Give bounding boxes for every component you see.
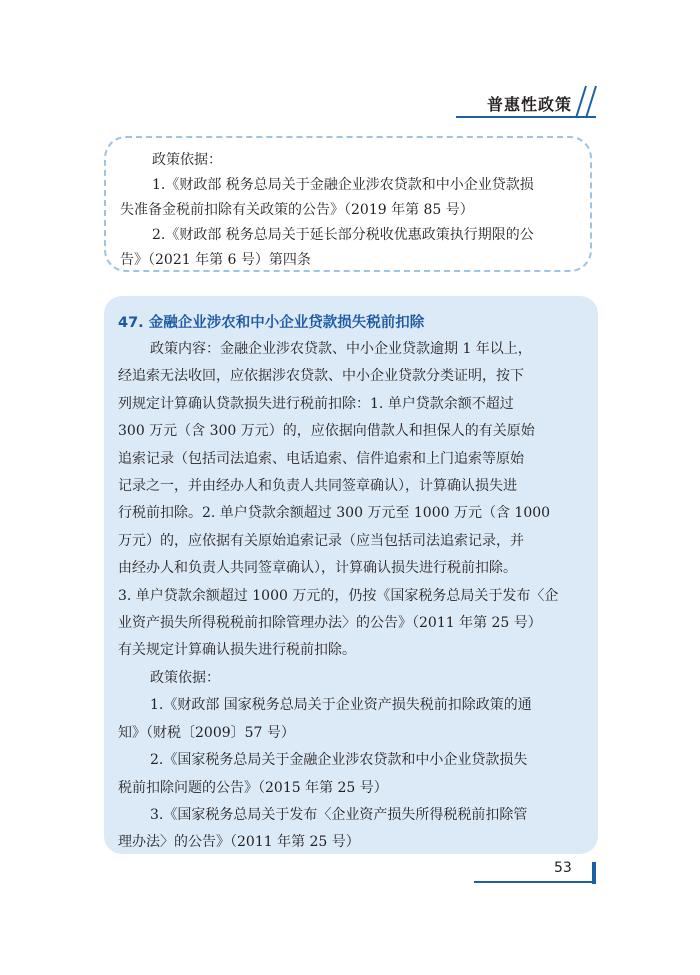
- text-line: 由经办人和负责人共同签章确认），计算确认损失进行税前扣除。: [118, 560, 517, 577]
- text-line: 税前扣除问题的公告》（2015 年第 25 号）: [118, 779, 388, 796]
- footer-bar: [592, 862, 596, 884]
- text-line: 知》（财税〔2009〕57 号）: [118, 724, 295, 741]
- text-line: 经追索无法收回，应依据涉农贷款、中小企业贷款分类证明，按下: [118, 368, 524, 385]
- text-line: 失准备金税前扣除有关政策的公告》（2019 年第 85 号）: [120, 202, 474, 218]
- text-line: 理办法〉的公告》（2011 年第 25 号）: [118, 834, 360, 851]
- page-header: [0, 0, 700, 130]
- text-line: 3.《国家税务总局关于发布〈企业资产损失所得税税前扣除管: [150, 806, 528, 823]
- text-line: 3. 单户贷款余额超过 1000 万元的，仍按《国家税务总局关于发布〈企: [118, 587, 559, 604]
- double-slash-decoration: [572, 84, 602, 120]
- text-line: 业资产损失所得税税前扣除管理办法〉的公告》（2011 年第 25 号）: [118, 615, 542, 632]
- text-line: 万元）的，应依据有关原始追索记录（应当包括司法追索记录，并: [118, 532, 524, 549]
- policy-heading: 47. 金融企业涉农和中小企业贷款损失税前扣除: [118, 315, 425, 331]
- text-line: 有关规定计算确认损失进行税前扣除。: [118, 642, 356, 659]
- text-line: 政策依据：: [152, 152, 222, 168]
- text-line: 追索记录（包括司法追索、电话追索、信件追索和上门追索等原始: [118, 450, 524, 467]
- text-line: 2.《国家税务总局关于金融企业涉农贷款和中小企业贷款损失: [150, 752, 528, 769]
- text-line: 2.《财政部 税务总局关于延长部分税收优惠政策执行期限的公: [152, 227, 534, 243]
- policy-47-box: [104, 296, 598, 854]
- page-number: 53: [554, 860, 572, 876]
- footer-rule: [474, 881, 592, 883]
- text-line: 告》（2021 年第 6 号）第四条: [120, 252, 311, 268]
- section-title: 普惠性政策: [486, 95, 572, 114]
- text-line: 1.《财政部 税务总局关于金融企业涉农贷款和中小企业贷款损: [152, 177, 534, 193]
- header-rule: [456, 116, 596, 118]
- text-line: 行税前扣除。2. 单户贷款余额超过 300 万元至 1000 万元（含 1000: [118, 505, 551, 522]
- text-line: 300 万元（含 300 万元）的，应依据向借款人和担保人的有关原始: [118, 423, 535, 440]
- text-line: 1.《财政部 国家税务总局关于企业资产损失税前扣除政策的通: [150, 697, 532, 714]
- policy-basis-box: [104, 136, 592, 272]
- text-line: 列规定计算确认贷款损失进行税前扣除：1. 单户贷款余额不超过: [118, 395, 514, 412]
- text-line: 政策内容：金融企业涉农贷款、中小企业贷款逾期 1 年以上，: [150, 341, 532, 357]
- text-line: 政策依据：: [150, 669, 220, 686]
- text-line: 记录之一，并由经办人和负责人共同签章确认），计算确认损失进: [118, 478, 517, 495]
